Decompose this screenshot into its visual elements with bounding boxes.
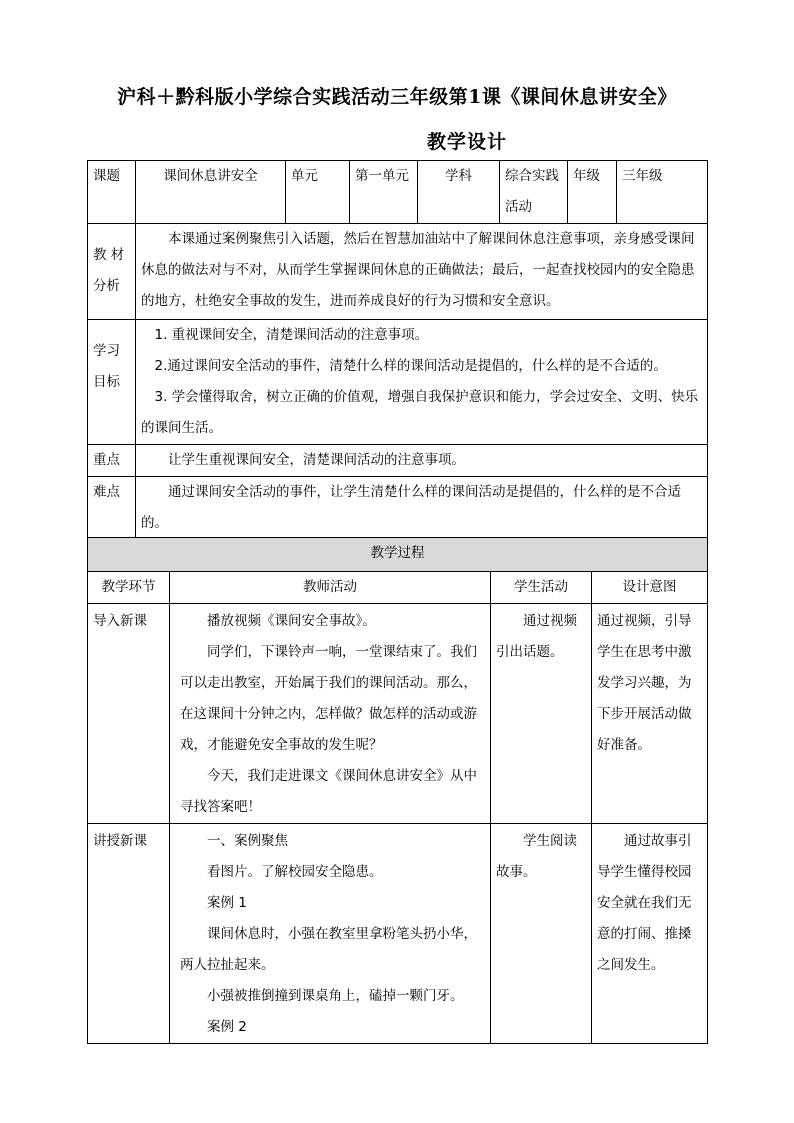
teacher-paragraph: 一、案例聚焦 bbox=[207, 833, 288, 849]
subject-label: 学科 bbox=[418, 161, 500, 224]
student-activity-cell: 学生阅读故事。 bbox=[491, 824, 592, 1044]
stage-cell: 导入新课 bbox=[88, 604, 170, 824]
topic-label: 课题 bbox=[88, 161, 136, 224]
teacher-paragraph: 看图片。了解校园安全隐患。 bbox=[207, 864, 383, 880]
process-heading: 教学过程 bbox=[88, 538, 708, 572]
column-header-stage: 教学环节 bbox=[88, 572, 170, 604]
column-header-student: 学生活动 bbox=[491, 572, 592, 604]
lesson-info-table bbox=[87, 160, 708, 541]
teacher-paragraph: 同学们，下课铃声一响，一堂课结束了。我们可以走出教室，开始属于我们的课间活动。那么，在这课间十分钟之内，怎样做？做怎样的活动或游戏，才能避免安全事故的发生呢？ bbox=[180, 644, 477, 753]
teacher-paragraph: 案例 2 bbox=[207, 1019, 247, 1035]
student-activity-cell: 通过视频引出话题。 bbox=[491, 604, 592, 824]
goal-item: 2.通过课间安全活动的事件，清楚什么样的课间活动是提倡的，什么样的是不合适的。 bbox=[154, 358, 667, 374]
column-header-teacher: 教师活动 bbox=[170, 572, 491, 604]
topic-value: 课间休息讲安全 bbox=[136, 161, 286, 224]
teaching-process-table bbox=[87, 537, 708, 1044]
document-title: 沪科＋黔科版小学综合实践活动三年级第1课《课间休息讲安全》 bbox=[117, 86, 677, 108]
design-intent-cell: 通过视频，引导学生在思考中激发学习兴趣，为下步开展活动做好准备。 bbox=[592, 604, 708, 824]
goals-list bbox=[136, 320, 708, 445]
difficulty-text: 通过课间安全活动的事件，让学生清楚什么样的课间活动是提倡的，什么样的是不合适的。 bbox=[136, 477, 708, 541]
difficulty-label: 难点 bbox=[88, 477, 136, 541]
teacher-activity-cell bbox=[170, 604, 491, 824]
goal-item: 3. 学会懂得取舍，树立正确的价值观，增强自我保护意识和能力，学会过安全、文明、快乐的课间生活。 bbox=[141, 389, 699, 436]
teacher-paragraph: 今天，我们走进课文《课间休息讲安全》从中寻找答案吧！ bbox=[180, 768, 477, 815]
teacher-paragraph: 播放视频《课间安全事故》。 bbox=[207, 613, 376, 629]
unit-label: 单元 bbox=[286, 161, 350, 224]
analysis-label: 教 材 分析 bbox=[88, 224, 136, 320]
unit-value: 第一单元 bbox=[350, 161, 418, 224]
document-subtitle: 教学设计 bbox=[426, 131, 507, 153]
analysis-text: 本课通过案例聚焦引入话题，然后在智慧加油站中了解课间休息注意事项，亲身感受课间休息的做法对与不对，从而学生掌握课间休息的正确做法；最后，一起查找校园内的安全隐患的地方，杜绝安全事故的发生，进而养成良好的行为习惯和安全意识。 bbox=[136, 224, 708, 320]
teacher-activity-cell bbox=[170, 824, 491, 1044]
goals-label: 学习目标 bbox=[88, 320, 136, 445]
teacher-paragraph: 小强被推倒撞到课桌角上，磕掉一颗门牙。 bbox=[207, 988, 464, 1004]
grade-label: 年级 bbox=[568, 161, 617, 224]
subject-value: 综合实践活动 bbox=[500, 161, 568, 224]
table-row bbox=[88, 824, 708, 1044]
teacher-paragraph: 课间休息时，小强在教室里拿粉笔头扔小华，两人拉扯起来。 bbox=[180, 926, 477, 973]
key-point-label: 重点 bbox=[88, 445, 136, 477]
grade-value: 三年级 bbox=[617, 161, 708, 224]
stage-cell: 讲授新课 bbox=[88, 824, 170, 1044]
table-row bbox=[88, 604, 708, 824]
column-header-intent: 设计意图 bbox=[592, 572, 708, 604]
design-intent-cell: 通过故事引导学生懂得校园安全就在我们无意的打闹、推搡之间发生。 bbox=[592, 824, 708, 1044]
key-point-text: 让学生重视课间安全，清楚课间活动的注意事项。 bbox=[136, 445, 708, 477]
goal-item: 1. 重视课间安全，清楚课间活动的注意事项。 bbox=[154, 327, 429, 343]
teacher-paragraph: 案例 1 bbox=[207, 895, 247, 911]
